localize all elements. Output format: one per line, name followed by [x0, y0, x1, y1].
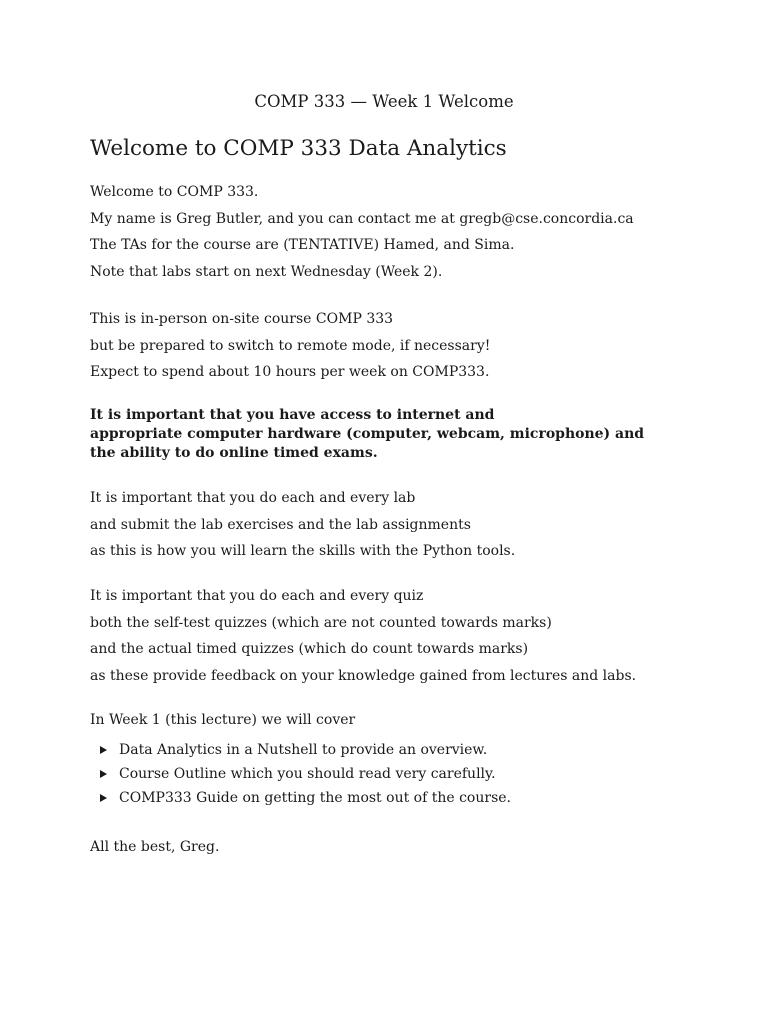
list-item [100, 738, 511, 762]
week1-list [100, 738, 511, 810]
list-item-text: Course Outline which you should read very carefully. [119, 766, 496, 782]
ta-line: The TAs for the course are (TENTATIVE) Hamed, and Sima. [90, 237, 515, 253]
list-item-text: COMP333 Guide on getting the most out of the course. [119, 790, 511, 806]
quiz-line: It is important that you do each and every quiz [90, 588, 424, 604]
mode-line: This is in-person on-site course COMP 333 [90, 311, 394, 327]
list-item-text: Data Analytics in a Nutshell to provide an overview. [119, 742, 488, 758]
page-header: COMP 333 — Week 1 Welcome [254, 92, 514, 111]
notice-line: the ability to do online timed exams. [90, 445, 378, 461]
mode-paragraph [90, 306, 490, 386]
quizzes-paragraph [90, 583, 636, 689]
mode-line: Expect to spend about 10 hours per week on COMP333. [90, 364, 490, 380]
labs-line: and submit the lab exercises and the lab assignments [90, 516, 471, 533]
triangle-bullet-icon [100, 746, 107, 754]
list-item [100, 762, 511, 786]
quiz-line: and the actual timed quizzes (which do count towards marks) [90, 641, 529, 657]
important-notice [90, 406, 644, 463]
labs-line: It is important that you do each and every lab [90, 490, 416, 506]
labs-line: as this is how you will learn the skills with the Python tools. [90, 543, 516, 559]
triangle-bullet-icon [100, 794, 107, 802]
quiz-line: as these provide feedback on your knowledge gained from lectures and labs. [90, 667, 637, 684]
closing-signature: All the best, Greg. [90, 839, 220, 855]
mode-line: but be prepared to switch to remote mode, if necessary! [90, 337, 491, 354]
quiz-line: both the self-test quizzes (which are not counted towards marks) [90, 614, 552, 631]
intro-line: Welcome to COMP 333. [90, 184, 259, 200]
contact-line: My name is Greg Butler, and you can contact me at gregb@cse.concordia.ca [90, 210, 634, 227]
week1-intro: In Week 1 (this lecture) we will cover [90, 712, 356, 728]
notice-line: It is important that you have access to internet and [90, 407, 495, 423]
page-title: Welcome to COMP 333 Data Analytics [90, 136, 507, 161]
labs-paragraph [90, 485, 515, 565]
triangle-bullet-icon [100, 770, 107, 778]
intro-paragraph [90, 179, 634, 285]
labs-start-line: Note that labs start on next Wednesday (Week 2). [90, 263, 443, 280]
document-page [90, 0, 700, 1024]
notice-line: appropriate computer hardware (computer, webcam, microphone) and [90, 426, 645, 442]
list-item [100, 786, 511, 810]
